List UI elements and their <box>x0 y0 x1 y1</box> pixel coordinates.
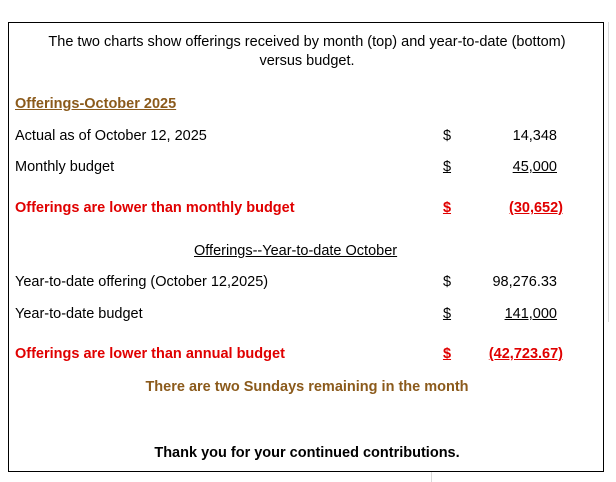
frame-tick-bottom <box>431 472 432 482</box>
ytd-variance-label: Offerings are lower than annual budget <box>15 346 285 362</box>
monthly-variance-label: Offerings are lower than monthly budget <box>15 200 295 216</box>
sundays-note: There are two Sundays remaining in the month <box>145 379 469 395</box>
intro-line-1: The two charts show offerings received by month (top) and year-to-date (bottom) <box>48 34 566 50</box>
monthly-actual-label: Actual as of October 12, 2025 <box>15 128 207 144</box>
monthly-heading: Offerings-October 2025 <box>15 96 177 112</box>
ytd-offering-currency: $ <box>442 274 452 290</box>
monthly-actual-currency: $ <box>442 128 452 144</box>
ytd-variance-currency: $ <box>442 346 452 362</box>
offerings-report <box>8 22 604 472</box>
monthly-budget-value: 45,000 <box>512 159 557 175</box>
monthly-budget-currency: $ <box>442 159 452 175</box>
ytd-budget-label: Year-to-date budget <box>15 306 143 322</box>
monthly-budget-label: Monthly budget <box>15 159 115 175</box>
monthly-variance-value: (30,652) <box>508 200 563 216</box>
monthly-actual-value: 14,348 <box>512 128 557 144</box>
ytd-offering-label: Year-to-date offering (October 12,2025) <box>15 274 269 290</box>
ytd-heading: Offerings--Year-to-date October <box>194 243 398 259</box>
thanks-note: Thank you for your continued contributions. <box>154 445 460 461</box>
intro-text <box>9 33 605 71</box>
intro-line-2: versus budget. <box>259 53 355 69</box>
ytd-budget-currency: $ <box>442 306 452 322</box>
monthly-variance-currency: $ <box>442 200 452 216</box>
ytd-budget-value: 141,000 <box>504 306 557 322</box>
ytd-offering-value: 98,276.33 <box>492 274 557 290</box>
frame-line-right <box>608 22 609 322</box>
ytd-variance-value: (42,723.67) <box>488 346 563 362</box>
